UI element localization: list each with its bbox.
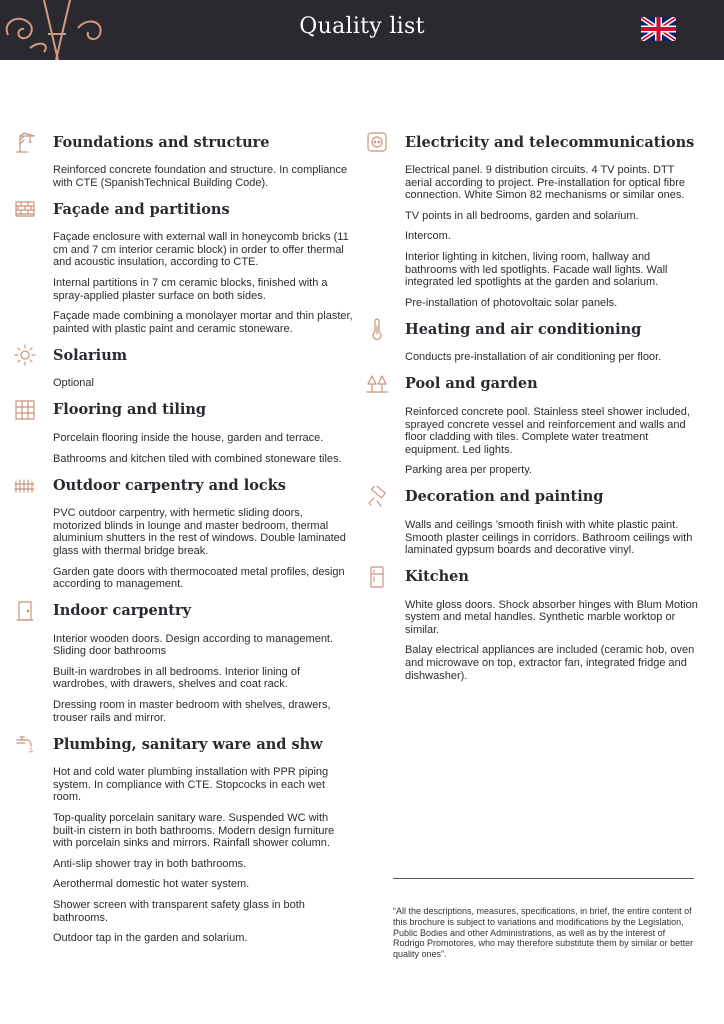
section-header <box>366 565 700 589</box>
section-title: Indoor carpentry <box>53 602 192 620</box>
section-paragraph: Top-quality porcelain sanitary ware. Suspended WC with built-in cistern in both bathrooms. Modern design furniture with porcelain sinks and mirrors. Rainfall shower column. <box>53 812 335 850</box>
fridge-icon <box>366 566 392 588</box>
section-paragraph: Garden gate doors with thermocoated metal profiles, design according to management. <box>53 565 345 591</box>
section <box>14 599 354 725</box>
section-paragraph: Anti-slip shower tray in both bathrooms. <box>53 857 247 870</box>
section-header <box>366 317 700 341</box>
section-paragraph: Interior lighting in kitchen, living room, hallway and bathrooms with led spotlights. Facade wall lights. Wall integrated led spotlights at the garden and solarium. <box>405 250 668 289</box>
section-title: Flooring and tiling <box>53 401 207 419</box>
socket-icon <box>366 131 392 153</box>
section-header <box>14 473 354 497</box>
section-header <box>14 398 354 422</box>
section-paragraph: Built-in wardrobes in all bedrooms. Interior lining of wardrobes, with drawers, shelves and coat rack. <box>53 665 301 691</box>
sun-icon <box>14 344 40 366</box>
section-paragraph: Electrical panel. 9 distribution circuits. 4 TV points. DTT aerial according to project. Pre-installation for optical fibre connection. White Simon 82 mechanisms or similar ones. <box>405 164 686 202</box>
section-paragraph: Walls and ceilings ’smooth finish with white plastic paint. Smooth plaster ceilings in corridors. Bathroom ceilings with laminated gypsum boards and decorative vinyl. <box>405 518 693 557</box>
header-bar <box>0 0 724 60</box>
section-header <box>366 130 700 154</box>
section-paragraph: Outdoor tap in the garden and solarium. <box>53 932 248 945</box>
section <box>14 130 354 189</box>
uk-flag-icon[interactable] <box>641 17 676 41</box>
section <box>366 565 700 683</box>
section <box>366 317 700 364</box>
section-title: Solarium <box>53 346 128 364</box>
thermometer-icon <box>366 318 392 340</box>
section-header <box>14 197 354 221</box>
fence-icon <box>14 474 40 496</box>
disclaimer-text: “All the descriptions, measures, specifications, in brief, the entire content of this brochure is subject to variations and modifications by the Legislation, Public Bodies and other Administrations, as well as by the interest of Rodrigo Promotores, who may therefore substitute them by similar or better quality ones”. <box>393 906 694 960</box>
left-column <box>14 130 354 953</box>
door-icon <box>14 600 40 622</box>
crane-icon <box>14 131 40 153</box>
section-header <box>14 732 354 756</box>
section-paragraph: TV points in all bedrooms, garden and solarium. <box>405 209 639 222</box>
section <box>14 732 354 945</box>
section-paragraph: Hot and cold water plumbing installation with PPR piping system. In compliance with CTE. Stopcocks in each wet room. <box>53 766 329 804</box>
divider <box>393 878 694 879</box>
section-paragraph: Parking area per property. <box>405 464 532 477</box>
section-paragraph: Conducts pre-installation of air conditioning per floor. <box>405 351 662 364</box>
trees-icon <box>366 373 392 395</box>
tiles-icon <box>14 399 40 421</box>
bricks-icon <box>14 198 40 220</box>
section <box>366 372 700 477</box>
section <box>14 473 354 591</box>
section-paragraph: Shower screen with transparent safety glass in both bathrooms. <box>53 899 305 924</box>
section-paragraph: Optional <box>53 377 94 390</box>
section-paragraph: Balay electrical appliances are included (ceramic hob, oven and microwave on top, extractor fan, integrated fridge and dishwasher). <box>405 644 695 682</box>
section-paragraph: Dressing room in master bedroom with shelves, drawers, trouser rails and mirror. <box>53 699 331 724</box>
section-header <box>366 372 700 396</box>
section-header <box>14 130 354 154</box>
section-paragraph: Reinforced concrete pool. Stainless steel shower included, sprayed concrete vessel and reinforcement and walls and floor cladding with tiles. Complete water treatment equipment. Led lights. <box>405 405 690 456</box>
section-paragraph: Bathrooms and kitchen tiled with combined stoneware tiles. <box>53 452 342 465</box>
section <box>366 485 700 557</box>
section-paragraph: Façade enclosure with external wall in honeycomb bricks (11 cm and 7 cm interior ceramic block) in order to offer thermal and acoustic insulation, according to CTE. <box>53 231 349 269</box>
section-paragraph: Reinforced concrete foundation and structure. In compliance with CTE (SpanishTechnical Building Code). <box>53 164 348 189</box>
section-title: Façade and partitions <box>53 200 230 218</box>
section-paragraph: Intercom. <box>405 230 451 243</box>
page-title: Quality list <box>299 14 425 39</box>
section-title: Heating and air conditioning <box>405 320 642 338</box>
section-title: Decoration and painting <box>405 488 604 506</box>
section-paragraph: Aerothermal domestic hot water system. <box>53 878 250 891</box>
section-title: Electricity and telecommunications <box>405 133 695 151</box>
section <box>366 130 700 309</box>
section-title: Kitchen <box>405 568 469 586</box>
section-paragraph: Façade made combining a monolayer mortar and thin plaster, painted with plastic paint and ceramic stoneware. <box>53 310 353 335</box>
faucet-icon <box>14 733 40 755</box>
section <box>14 197 354 335</box>
section-paragraph: Interior wooden doors. Design according to management. Sliding door bathrooms <box>53 632 334 658</box>
section-paragraph: Porcelain flooring inside the house, garden and terrace. <box>53 431 324 444</box>
section-paragraph: White gloss doors. Shock absorber hinges with Blum Motion system and metal handles. Synthetic marble worktop or similar. <box>405 598 698 636</box>
section-header <box>14 343 354 367</box>
section-header <box>366 485 700 509</box>
right-column <box>366 130 700 690</box>
section-header <box>14 599 354 623</box>
section-paragraph: Pre-installation of photovoltaic solar panels. <box>405 296 618 309</box>
section-title: Plumbing, sanitary ware and shw <box>53 735 323 753</box>
section-title: Foundations and structure <box>53 133 270 151</box>
section <box>14 343 354 390</box>
section <box>14 398 354 465</box>
section-title: Outdoor carpentry and locks <box>53 476 286 494</box>
section-title: Pool and garden <box>405 375 538 393</box>
section-paragraph: Internal partitions in 7 cm ceramic blocks, finished with a spray-applied plaster surface on both sides. <box>53 276 328 302</box>
paint-roller-icon <box>366 486 392 508</box>
section-paragraph: PVC outdoor carpentry, with hermetic sliding doors, motorized blinds in lounge and master bedroom, thermal aluminium shutters in the rest of windows. Double laminated glass with thermal bridge break. <box>53 507 346 557</box>
